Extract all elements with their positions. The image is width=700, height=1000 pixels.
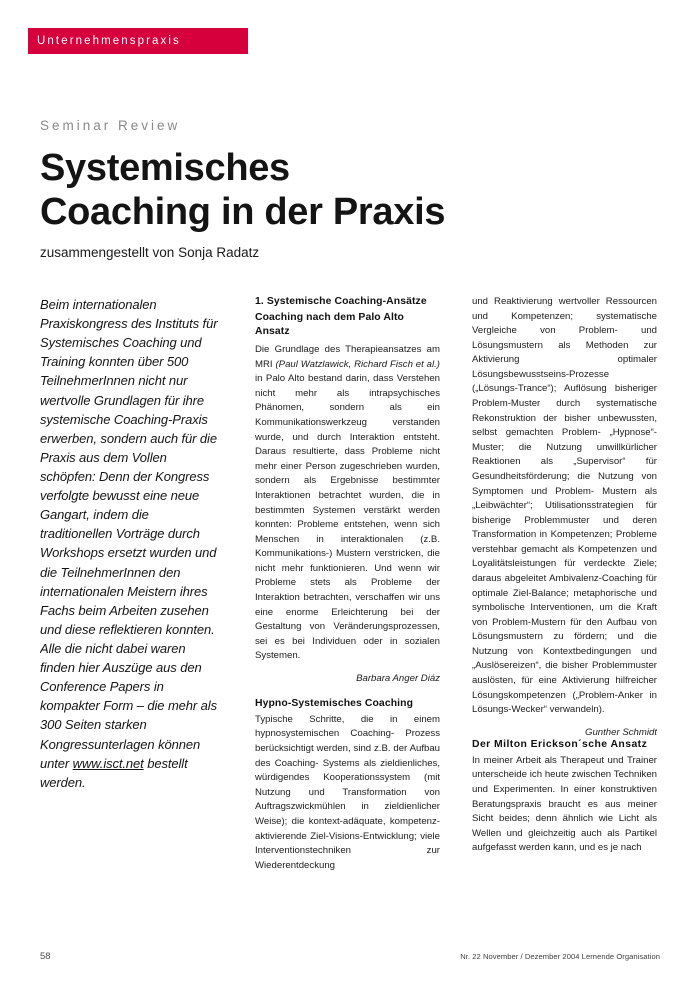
paragraph-hypno-systemisches-continued: und Reaktivierung wertvoller Ressourcen und Kompetenzen; systematische Vergleiche von Problem- und Lösungsmustern als Methoden zur Aktivierung optimaler Lösungsbewusstseins-Prozesse („Lösungs-Trance“); Auflösung bisheriger Problem-Muster durch systematische Rekonstruktion der bisher unbewussten, selbst gemachten Problem- „Hypnose“-Muster; die Nutzung unwillkürlicher Reaktionen als „Supervisor“ für Gesundheitsförderung; die Nutzung von Symptomen und Problem- Mustern als „Leibwächter“; Utilisationsstrategien für bisherige Problemmuster und deren Transformation in Kompetenzen; Probleme verstehbar gemacht als Kompetenzen und Loyalitätsleistungen für verdeckte Ziele; daraus abgeleitet Ambivalenz-Coaching für optimale Ziel-Balance; metaphorische und symbolische Interventionen, um die Kraft von Problem-Mustern für den Aufbau von Lösungsmustern zu fördern; und die Nutzung von Kontextbedingungen und „Auslösereizen“, die bisher Problemmuster auslösten, für eine Aktivierung hilfreicher Lösungskompetenzen („Problem-Anker in Lösungs-Wecker“ verwandeln). [472, 296, 657, 716]
attribution-barbara-anger-diaz: Barbara Anger Diáz [356, 672, 440, 684]
column-middle [255, 295, 440, 925]
lead-text-part-1: Beim internationalen Praxiskongress des Instituts für Systemisches Coaching und Training konnten über 500 TeilnehmerInnen nicht nur wertvolle Grundlagen für ihre systemische Coaching-Praxis erwerben, sondern auch für die Praxis aus dem Vollen schöpfen: Denn der Kongress verfolgte bewusst eine neue Gangart, indem die traditionellen Vorträge durch Workshops ersetzt wurden und die TeilnehmerInnen den internationalen Meistern ihres Fachs beim Arbeiten zusehen und diese reflektieren konnten. Alle die nicht dabei waren finden hier Auszüge aus den Conference Papers in kompakter Form – die mehr als 300 Seiten starken Kongressunterlagen können unter [40, 297, 218, 771]
lead-paragraph [40, 295, 223, 792]
category-banner-label: Unternehmenspraxis [37, 35, 181, 47]
page-footer [40, 951, 660, 962]
category-banner [28, 28, 248, 54]
section-heading-milton-erickson: Der Milton Erickson´sche Ansatz [472, 738, 648, 750]
isct-link[interactable]: www.isct.net [72, 755, 144, 771]
paragraph-palo-alto-part-2: in Palo Alto bestand darin, dass Verstehen nicht mehr als intrapsychisches Phänomen, sondern als ein Kommunikationswerkzeug verstanden wurde, und durch Interaktion entsteht. Daraus resultierte, dass Probleme nicht mehr einer Person zugeschrieben wurden, sondern als Ergebnisse bestimmter Interaktionen betrachtet wurden, die in bestimmten Systemen verstärkt werden konnten: Probleme entstehen, wenn sich Menschen in interaktionalen (z.B. Kommunikations-) Mustern verstricken, die nicht mehr funktionieren. Und wenn wir Probleme stets als Probleme der Interaktion betrachten, verschaffen wir uns eine enorme Erleichterung bei der Gestaltung von Veränderungsprozessen, sei es bei Individuen oder in sozialen Systemen. [255, 373, 440, 662]
section-heading-systemische-coaching-ansaetze: 1. Systemische Coaching-Ansätze [255, 296, 427, 307]
paragraph-palo-alto-part-1: Die Grundlage des Therapieansatzes am MRI [255, 344, 440, 370]
paragraph-hypno-systemisches: Typische Schritte, die in einem hypnosystemischen Coaching- Prozess berücksichtigt werden, sind z.B. der Aufbau des Coaching- Systems als zieldienliches, würdigendes Kooperationssystem (mit Nutzung und Transformation von Auftragszwickmühlen in zieldienlicher Weise); die kontext-adäquate, kompetenz-aktivierende Ziel-Visions-Entwicklung; viele Interventionstechniken zur Wiederentdeckung [255, 713, 440, 871]
attribution-gunther-schmidt: Gunther Schmidt [585, 726, 657, 738]
column-left [40, 295, 223, 925]
article-eyebrow: Seminar Review [40, 118, 181, 133]
paragraph-palo-alto-citation: (Paul Watzlawick, Richard Fisch et al.) [275, 358, 440, 370]
issue-imprint: Nr. 22 November / Dezember 2004 Lernende Organisation [460, 952, 660, 961]
page-number: 58 [40, 951, 51, 962]
lead-text-part-2: bestellt werden. [40, 755, 188, 790]
section-heading-hypno-systemisches-coaching: Hypno-Systemisches Coaching [255, 697, 414, 709]
paragraph-palo-alto [255, 343, 440, 664]
article-columns [40, 295, 660, 925]
paragraph-milton-erickson: In meiner Arbeit als Therapeut und Trainer unterscheide ich heute zwischen Techniken und Experimenten. In einer konstruktiven Beratungspraxis braucht es aus meiner Sicht beides; denn ähnlich wie Licht als Wellen und gleichzeitig auch als Partikel aufgefasst werden kann, und es je nach [472, 754, 657, 854]
page-title-line-2: Coaching in der Praxis [40, 190, 446, 233]
article-byline: zusammengestellt von Sonja Radatz [40, 245, 260, 261]
section-subheading-palo-alto: Coaching nach dem Palo Alto Ansatz [255, 312, 404, 338]
column-right [472, 295, 657, 925]
page-title [40, 147, 660, 234]
page-title-line-1: Systemisches [40, 147, 290, 189]
article-title-block [40, 118, 660, 260]
